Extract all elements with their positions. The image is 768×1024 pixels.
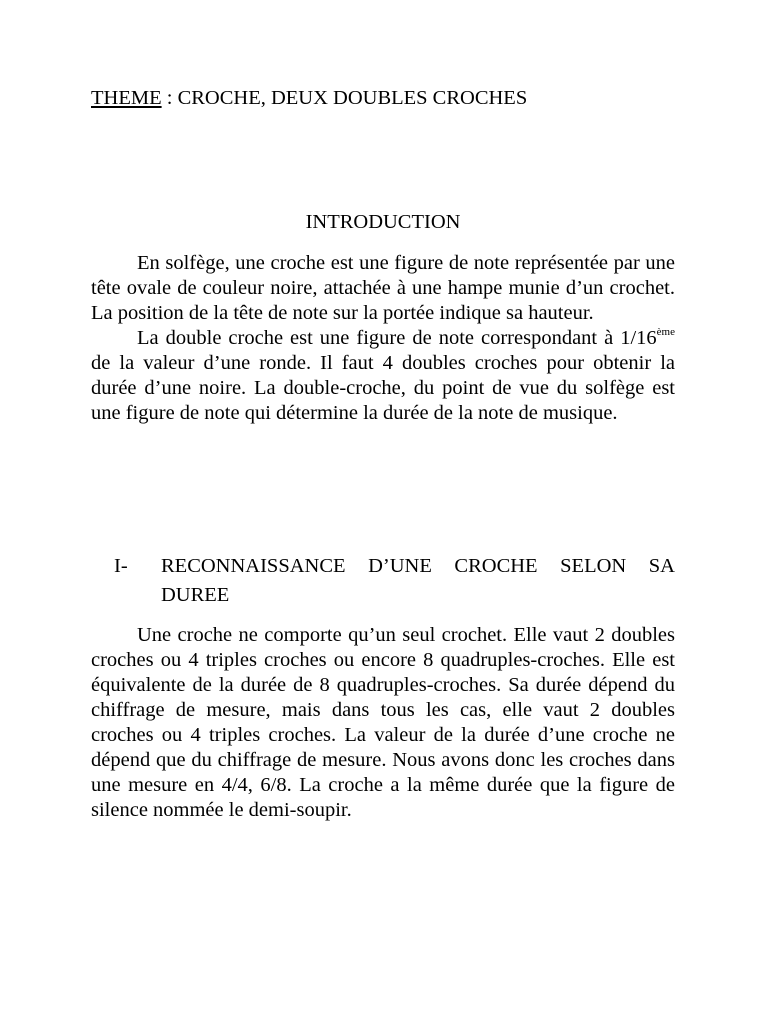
paragraph-2-text-start: La double croche est une figure de note correspondant à 1/16 xyxy=(137,327,657,349)
theme-separator: : xyxy=(161,87,178,109)
introduction-heading: INTRODUCTION xyxy=(305,211,461,233)
document-page xyxy=(91,86,675,821)
section-1-heading xyxy=(91,552,675,610)
section-1-body xyxy=(91,623,675,823)
section-1-number: I- xyxy=(114,555,128,577)
introduction-paragraph-1: En solfège, une croche est une figure de note représentée par une tête ovale de couleur noire, attachée à une hampe munie d’un crochet. La position de la tête de note sur la portée indique sa hauteur. xyxy=(91,252,675,324)
paragraph-2-text-end: de la valeur d’une ronde. Il faut 4 doubles croches pour obtenir la durée d’une noire. La double-croche, du point de vue du solfège est une figure de note qui détermine la durée de la note de musique. xyxy=(91,352,675,424)
theme-title: CROCHE, DEUX DOUBLES CROCHES xyxy=(177,87,528,109)
section-1-title: RECONNAISSANCE D’UNE CROCHE SELON SA DUREE xyxy=(161,555,675,606)
introduction-body xyxy=(91,251,675,426)
theme-label: THEME xyxy=(91,87,162,109)
ordinal-superscript: ème xyxy=(656,326,675,338)
introduction-paragraph-2 xyxy=(91,326,675,426)
theme-line xyxy=(91,86,675,112)
section-1-paragraph: Une croche ne comporte qu’un seul crochet. Elle vaut 2 doubles croches ou 4 triples croches ou encore 8 quadruples-croches. Elle est équivalente de la durée de 8 quadruples-croches. Sa durée dépend du chiffrage de mesure, mais dans tous les cas, elle vaut 2 doubles croches ou 4 triples croches. La valeur de la durée d’une croche ne dépend que du chiffrage de mesure. Nous avons donc les croches dans une mesure en 4/4, 6/8. La croche a la même durée que la figure de silence nommée le demi-soupir. xyxy=(91,624,675,821)
